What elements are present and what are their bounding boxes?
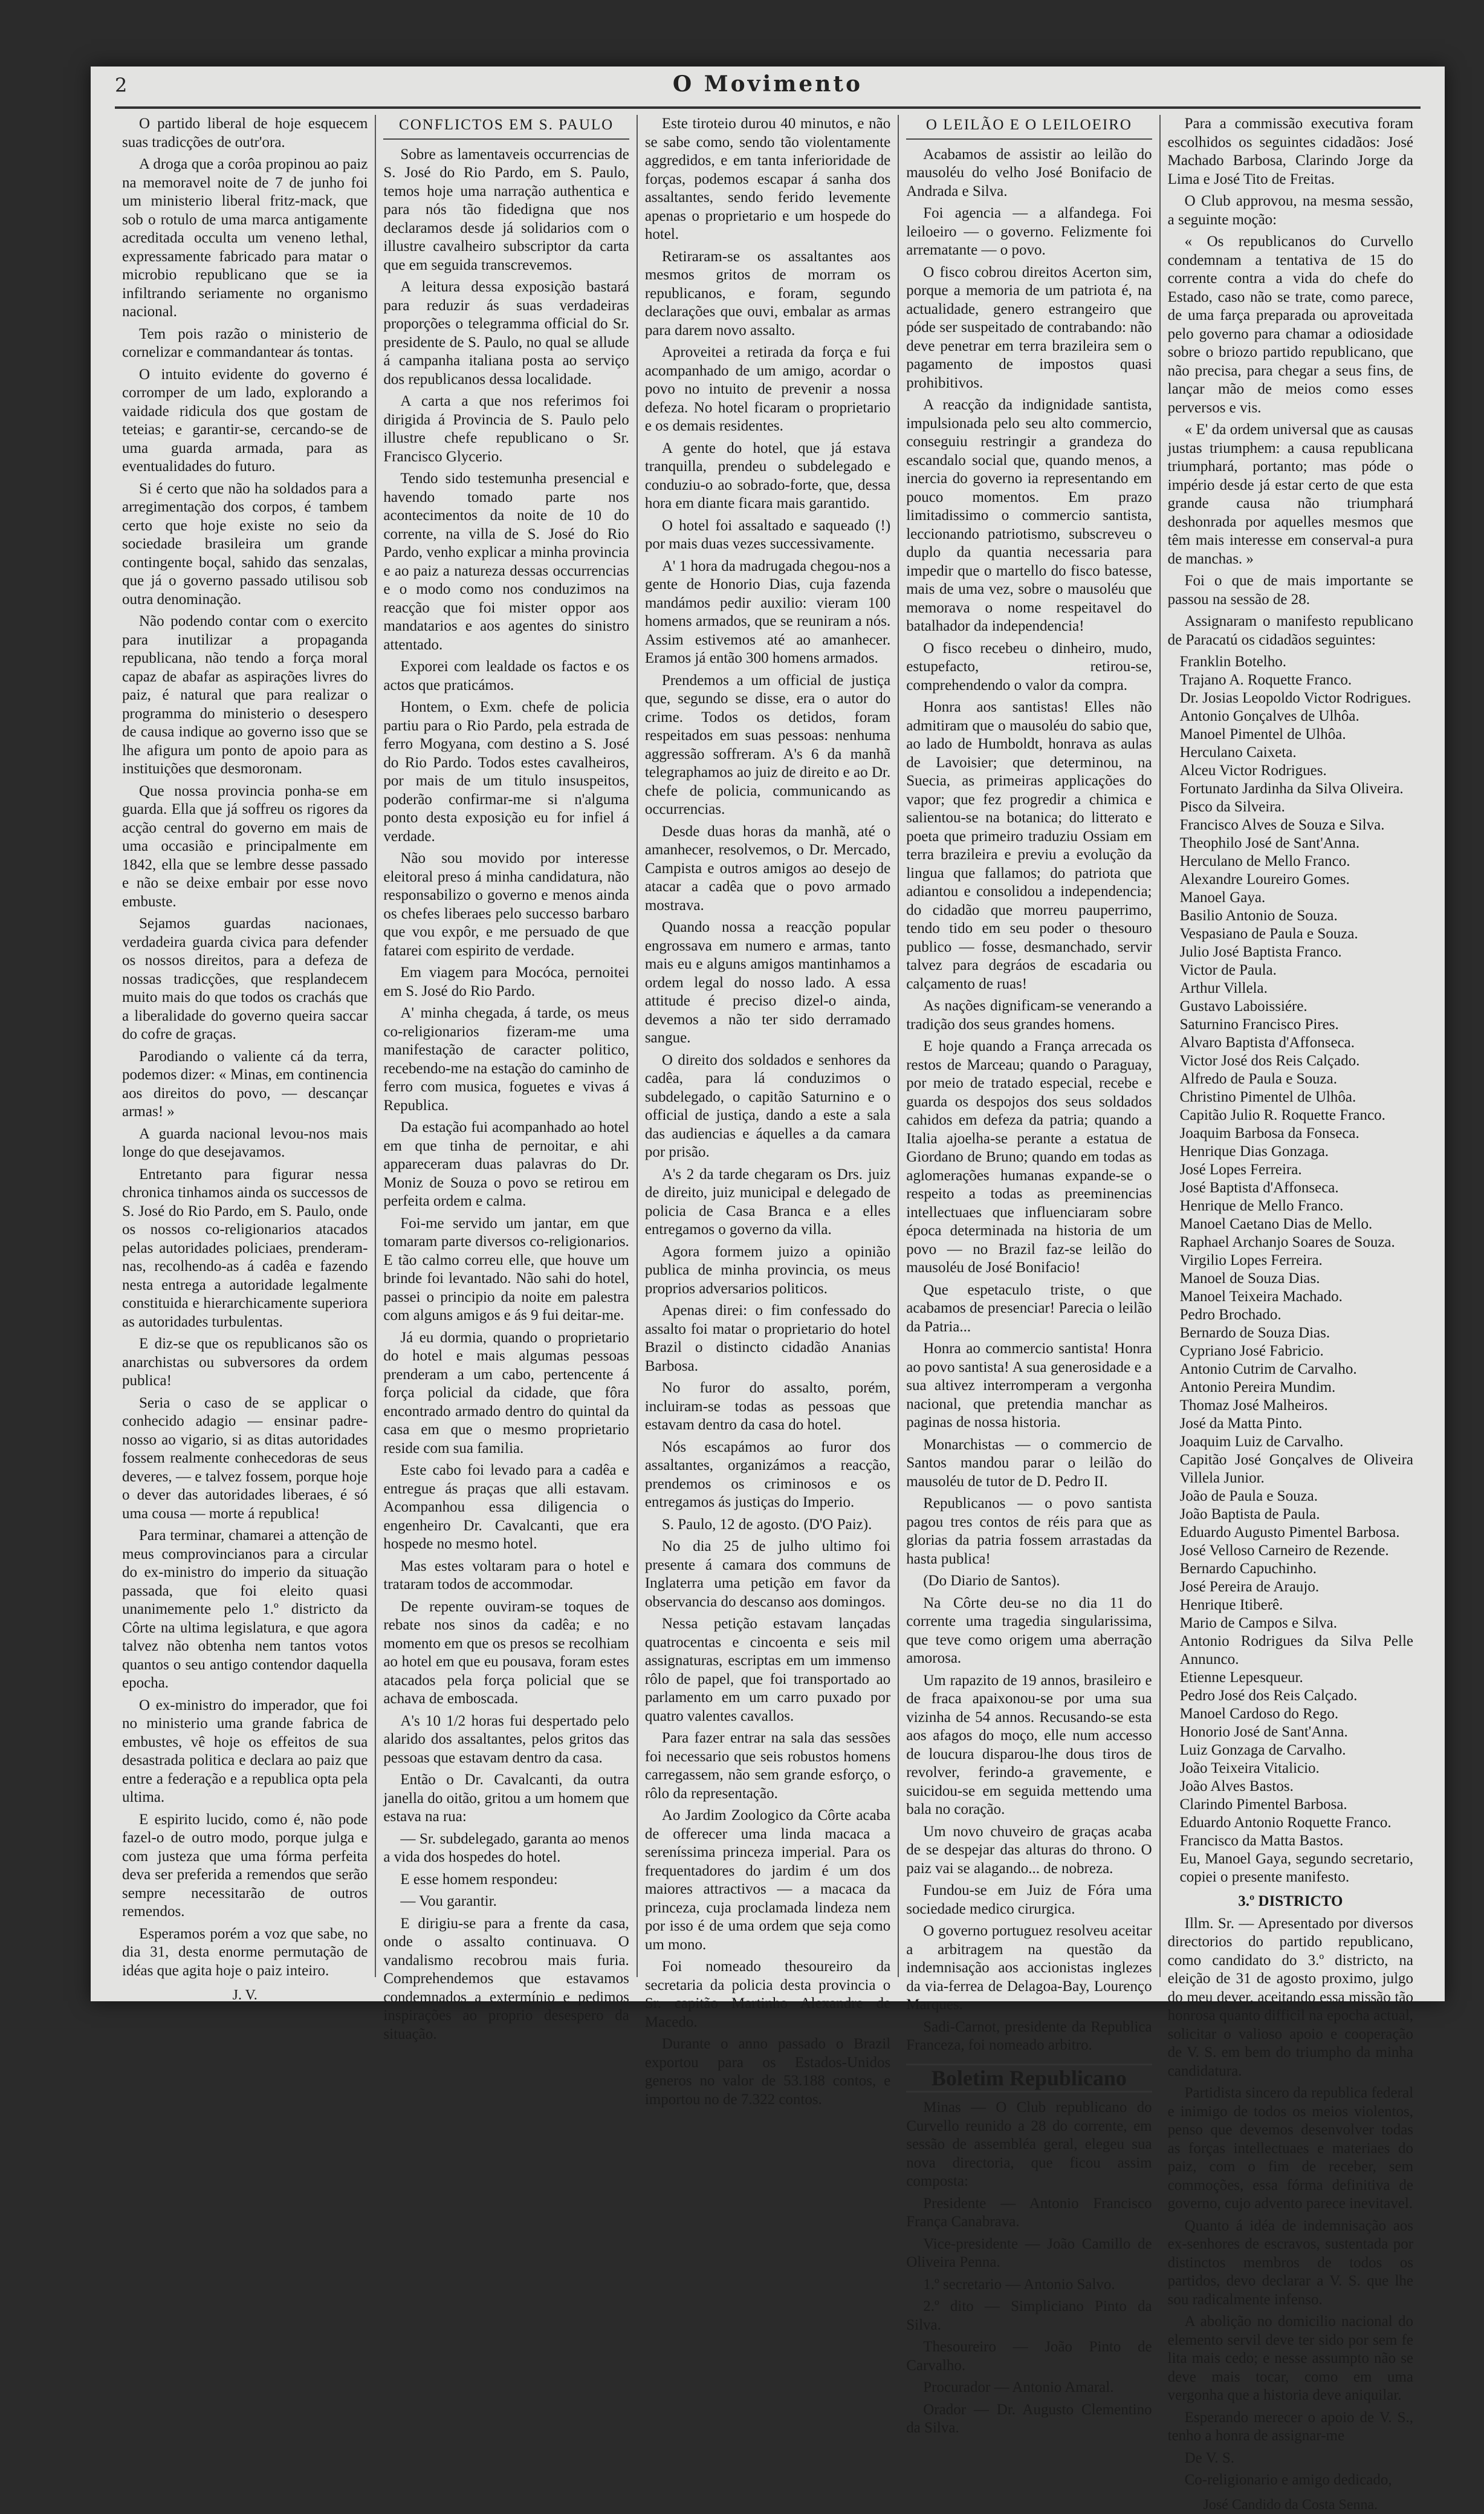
article-paragraph: Da estação fui acompanhado ao hotel em que tinha de pernoitar, e ahi appareceram duas palavras do Dr. Moniz de Souza o povo se retirou em perfeita ordem e calma. [383,1119,629,1211]
article-paragraph: Um novo chuveiro de graças acaba de se despejar das alturas do throno. O paiz vai se alagando... de nobreza. [906,1823,1152,1879]
signatory-name: Henrique Dias Gonzaga. [1180,1143,1413,1161]
article-paragraph: Então o Dr. Cavalcanti, da outra janella do oitão, gritou a um homem que estava na rua: [383,1771,629,1827]
article-paragraph: E diz-se que os republicanos são os anarchistas ou subversores da ordem publica! [122,1335,368,1391]
article-paragraph: Esperamos porém a voz que sabe, no dia 31, desta enorme permutação de idéas que agita hoje o paiz inteiro. [122,1925,368,1981]
article-paragraph: O ex-ministro do imperador, que foi no ministerio uma grande fabrica de embustes, vê hoje os effeitos de sua desastrada politica e declara ao paiz que entre a federação e a republica opta pela ultima. [122,1697,368,1807]
article-paragraph: — Sr. subdelegado, garanta ao menos a vida dos hospedes do hotel. [383,1830,629,1867]
signatory-name: Joaquim Luiz de Carvalho. [1180,1433,1413,1451]
article-paragraph: Tem pois razão o ministerio de cornelizar e commandantear ás tontas. [122,325,368,362]
signatory-name: Christino Pimentel de Ulhôa. [1180,1088,1413,1106]
article-paragraph: O direito dos soldados e senhores da cadêa, para lá conduzimos o subdelegado, o capitão Saturnino e o official de justiça, dando a este a sala das audiencias e áquelles a da camara por prisão. [645,1051,890,1162]
signatory-name: Alfredo de Paula e Souza. [1180,1070,1413,1088]
signatory-name: Basilio Antonio de Souza. [1180,907,1413,925]
article-paragraph: Mas estes voltaram para o hotel e trataram todos de accommodar. [383,1557,629,1594]
article-paragraph: (Do Diario de Santos). [906,1572,1152,1591]
article-paragraph: A gente do hotel, que já estava tranquilla, prendeu o subdelegado e conduziu-o ao sobrado-forte, que, dessa hora em diante ficara mais garantido. [645,440,890,513]
signatory-name: Etienne Lepesqueur. [1180,1669,1413,1687]
signatory-name: Clarindo Pimentel Barbosa. [1180,1796,1413,1814]
article-paragraph: Sejamos guardas nacionaes, verdadeira guarda civica para defender os nossos direitos, para a defeza de nossas tradicções, que resplandecem muito mais do que todos os crachás que a liberalidade do governo queira saccar do cofre de graças. [122,915,368,1044]
article-paragraph: Que espetaculo triste, o que acabamos de presenciar! Parecia o leilão da Patria... [906,1281,1152,1337]
article-paragraph: Quando nossa a reacção popular engrossava em numero e armas, tanto mais eu e alguns amigos mantinhamos a ordem legal do nosso lado. A essa attitude é preciso dizel-o ainda, devemos a não ter sido derramado sangue. [645,918,890,1048]
signatory-name: Henrique de Mello Franco. [1180,1197,1413,1215]
signatory-name: Herculano Caixeta. [1180,744,1413,762]
column-heading: CONFLICTOS EM S. PAULO [383,116,629,140]
signatory-name: Manoel de Souza Dias. [1180,1270,1413,1288]
article-paragraph: Desde duas horas da manhã, até o amanhecer, resolvemos, o Dr. Mercado, Campista e outros amigos ao desejo de atacar a cadêa que o povo armado mostrava. [645,823,890,915]
signatory-list [1180,653,1413,1886]
article-paragraph: Foi nomeado thesoureiro da secretaria da policia desta provincia o Sr. capitão Martinho Alexandre de Macedo. [645,1958,890,2032]
article-paragraph: Aproveitei a retirada da força e fui acompanhado de um amigo, acordar o povo no intuito de prevenir a nossa defeza. No hotel ficaram o proprietario e os demais residentes. [645,343,890,436]
signatory-name: Honorio José de Sant'Anna. [1180,1723,1413,1741]
signatory-name: Pedro José dos Reis Calçado. [1180,1687,1413,1705]
article-paragraph: A guarda nacional levou-nos mais longe do que desejavamos. [122,1125,368,1162]
article-paragraph: Nessa petição estavam lançadas quatrocentas e cincoenta e seis mil assignaturas, escriptas em um immenso rôlo de papel, que foi transportado ao parlamento em um carro puxado por quatro valentes cavallos. [645,1615,890,1726]
section-paragraph: Quanto á idéa de indemnisação aos ex-senhores de escravos, sustentada por distinctos membros de todos os partidos, devo declarar a V. S. que lhe sou radicalmente infenso. [1168,2217,1413,2310]
article-paragraph: Apenas direi: o fim confessado do assalto foi matar o proprietario do hotel Brazil o distincto cidadão Ananias Barbosa. [645,1302,890,1376]
article-paragraph: No dia 25 de julho ultimo foi presente á camara dos communs de Inglaterra uma petição em favor da observancia do descanso aos domingos. [645,1538,890,1611]
article-paragraph: Ao Jardim Zoologico da Côrte acaba de offerecer uma linda macaca a sereníssima princeza imperial. Para os frequentadores do jardim é um dos maiores attractivos — a macaca da princeza, cuja proclamada lindeza nem por isso é de uma ordem que seja como um mono. [645,1807,890,1954]
signatory-name: José Lopes Ferreira. [1180,1161,1413,1179]
article-paragraph: Agora formem juizo a opinião publica de minha provincia, os meus proprios adversarios politicos. [645,1243,890,1299]
article-paragraph: « Os republicanos do Curvello condemnam a tentativa de 15 do corrente contra a vida do chefe do Estado, caso não se trate, como parece, de uma farça preparada ou aproveitada pelo governo para chamar a odiosidade sobre o briozo partido republicano, que não precisa, para chegar a seus fins, de lançar mão de meios como esses perversos e vis. [1168,233,1413,417]
signatory-name: Cypriano José Fabricio. [1180,1342,1413,1360]
signatory-name: Francisco da Matta Bastos. [1180,1832,1413,1850]
article-paragraph: A leitura dessa exposição bastará para reduzir ás suas verdadeiras proporções o telegramma official do Sr. presidente de S. Paulo, no qual se allude á campanha italiana posta ao serviço dos republicanos dessa localidade. [383,278,629,389]
article-paragraph: Honra aos santistas! Elles não admitiram que o mausoléu do sabio que, ao lado de Humboldt, honrava as aulas de Lavoisier; que determinou, na Suecia, as primeiras applicações do vapor; que fez progredir a chimica e salientou-se na botanica; do litterato e poeta que primeiro traduziu Ossiam em terra brazileira e previu a evolução da lingua que fallamos; do patriota que adiantou e consolidou a independencia; do cidadão que morreu pauperrimo, tendo tido em seu poder o thesouro publico — fosse, desmanchado, servir talvez para degráos de escadaria ou calçamento de ruas! [906,698,1152,993]
article-paragraph: Republicanos — o povo santista pagou tres contos de réis para que as glorias da patria fossem arrastadas da hasta publica! [906,1495,1152,1568]
boletim-paragraph: Orador — Dr. Augusto Clementino da Silva. [906,2401,1152,2438]
article-paragraph: A droga que a corôa propinou ao paiz na memoravel noite de 7 de junho foi um ministerio liberal fritz-mack, que sob o rotulo de uma marca antigamente acreditada occulta um veneno lethal, expressamente fabricado para matar o microbio republicano que se ia infiltrando seriamente no organismo nacional. [122,155,368,322]
column-2 [376,115,637,1977]
signatory-name: Alceu Victor Rodrigues. [1180,762,1413,780]
signatory-name: Vespasiano de Paula e Souza. [1180,925,1413,943]
signatory-name: Henrique Itiberê. [1180,1596,1413,1614]
article-paragraph: No furor do assalto, porém, incluiram-se todas as pessoas que estavam dentro da casa do hotel. [645,1379,890,1435]
signatory-name: Herculano de Mello Franco. [1180,853,1413,871]
signatory-name: Pedro Brochado. [1180,1306,1413,1324]
article-paragraph: Retiraram-se os assaltantes aos mesmos gritos de morram os republicanos, e foram, segundo declarações que ouvi, embalar as armas para darem novo assalto. [645,248,890,340]
article-paragraph: O partido liberal de hoje esquecem suas tradicções de outr'ora. [122,115,368,152]
article-paragraph: O fisco cobrou direitos Acerton sim, porque a memoria de um patriota é, na actualidade, genero estrangeiro que póde ser suspeitado de contrabando: não deve penetrar em terra brazileira sem o pagamento de impostos quasi prohibitivos. [906,264,1152,393]
signatory-name: Antonio Cutrim de Carvalho. [1180,1360,1413,1379]
article-paragraph: A' minha chegada, á tarde, os meus co-religionarios fizeram-me uma manifestação de caracter politico, recebendo-me na estação do caminho de ferro com musica, foguetes e vivas á Republica. [383,1004,629,1115]
section-paragraph: Esperando merecer o apoio de V. S., tenho a honra de assignar-me [1168,2409,1413,2446]
article-paragraph: Que nossa provincia ponha-se em guarda. Ella que já soffreu os rigores da acção central do governo em mais de uma occasião e principalmente em 1842, ella que se lembre desse passado e não se deixe embair por esse novo embuste. [122,782,368,912]
signatory-name: João de Paula e Souza. [1180,1487,1413,1505]
signatory-name: João Teixeira Vitalicio. [1180,1759,1413,1778]
article-paragraph: Na Côrte deu-se no dia 11 do corrente uma tragedia singularissima, que teve como origem uma aberração amorosa. [906,1594,1152,1668]
boletim-paragraph: Vice-presidente — João Camillo de Oliveira Penna. [906,2235,1152,2272]
signatory-name: Pisco da Silveira. [1180,798,1413,816]
columns [115,115,1421,1977]
signatory-name: Manoel Teixeira Machado. [1180,1288,1413,1306]
article-paragraph: Sadi-Carnot, presidente da Republica Franceza, foi nomeado arbitro. [906,2018,1152,2055]
column-4 [899,115,1160,1977]
boletim-paragraph: Minas — O Club republicano do Curvello reunido a 28 do corrente, em sessão de assembléa geral, elegeu sua nova directoria, que ficou assim composta: [906,2099,1152,2191]
signatory-name: Victor de Paula. [1180,961,1413,979]
article-paragraph: Si é certo que não ha soldados para a arregimentação dos corpos, é tambem certo que hoje existe no seio da sociedade brasileira um grande contingente boçal, sahido das senzalas, que já o governo passado utilisou sob outra denominação. [122,480,368,609]
article-paragraph: Seria o caso de se applicar o conhecido adagio — ensinar padre-nosso ao vigario, si as ditas autoridades fossem realmente conhecedoras de seus deveres, — e talvez fossem, porque hoje o dever das autoridades liberaes, é só uma cousa — morte á republica! [122,1394,368,1524]
article-paragraph: Um rapazito de 19 annos, brasileiro e de fraca apaixonou-se por uma sua vizinha de 54 annos. Recusando-se esta aos afagos do moço, elle num accesso de loucura disparou-lhe dous tiros de revolver, ferindo-a gravemente, e suicidou-se em seguida mettendo uma bala no coração. [906,1672,1152,1819]
signatory-name: João Baptista de Paula. [1180,1505,1413,1524]
article-paragraph: E hoje quando a França arrecada os restos de Marceau; quando o Paraguay, por meio de tratado especial, recebe e guarda os despojos dos seus soldados cahidos em defeza da patria; quando a Italia ajoelha-se perante a estatua de Giordano de Bruno; quando em todas as aglomerações humanas expande-se o respeito a todas as preeminencias intellectuaes que influenciaram sobre época determinada na historia de um povo — no Brazil faz-se leilão do mausoléu de José Bonifacio! [906,1038,1152,1278]
signatory-name: Manoel Cardoso do Rego. [1180,1705,1413,1723]
signatory-name: Thomaz José Malheiros. [1180,1397,1413,1415]
boletim-paragraph: Procurador — Antonio Amaral. [906,2379,1152,2397]
signatory-name: José Velloso Carneiro de Rezende. [1180,1542,1413,1560]
article-paragraph: A' 1 hora da madrugada chegou-nos a gente de Honorio Dias, cuja fazenda mandámos pedir auxilio: vieram 100 homens armados, que se reuniram a nós. Assim estivemos até ao amanhecer. Eramos já então 300 homens armados. [645,557,890,668]
article-paragraph: Foi-me servido um jantar, em que tomaram parte diversos co-religionarios. E tão calmo correu elle, que houve um brinde foi levantado. Não sahi do hotel, passei o principio da noite em palestra com alguns amigos e ás 9 fui deitar-me. [383,1215,629,1325]
article-paragraph: Exporei com lealdade os factos e os actos que praticámos. [383,658,629,695]
column-1 [115,115,376,1977]
article-paragraph: « E' da ordem universal que as causas justas triumphem: a causa republicana triumphará, portanto; mas póde o império desde já estar certo de que esta grande causa não triumphará deshonrada por aquelles mesmos que têm mais interesse em conserval-a pura de manchas. » [1168,421,1413,568]
page-header [115,67,1421,109]
boletim-paragraph: Presidente — Antonio Francisco França Canabrava. [906,2195,1152,2232]
article-paragraph: Já eu dormia, quando o proprietario do hotel e mais algumas pessoas prenderam a um cabo, pertencente á força policial da cidade, que fôra encontrado armado dentro do quintal da casa em que o mesmo proprietario reside com sua familia. [383,1329,629,1458]
article-paragraph: Para fazer entrar na sala das sessões foi necessario que seis robustos homens carregassem, não sem grande esforço, o rôlo da representação. [645,1729,890,1803]
signatory-name: Julio José Baptista Franco. [1180,943,1413,961]
article-paragraph: E esse homem respondeu: [383,1871,629,1889]
boletim-heading: Boletim Republicano [906,2064,1152,2093]
signatory-name: Arthur Villela. [1180,979,1413,998]
signatory-name: Capitão José Gonçalves de Oliveira Villela Junior. [1180,1451,1413,1487]
article-paragraph: A's 10 1/2 horas fui despertado pelo alarido dos assaltantes, pelos gritos das pessoas que estavam dentro da casa. [383,1712,629,1768]
signatory-name: Fortunato Jardinha da Silva Oliveira. [1180,780,1413,798]
signatory-name: José Pereira de Araujo. [1180,1578,1413,1596]
signatory-name: Manoel Gaya. [1180,889,1413,907]
article-paragraph: E dirigiu-se para a frente da casa, onde o assalto continuava. O vandalismo recobrou mais furia. Comprehendemos que estavamos condemnados a extermínio e pedimos inspirações ao proprio desespero da situação. [383,1915,629,2044]
signatory-name: Eduardo Augusto Pimentel Barbosa. [1180,1524,1413,1542]
signatory-name: Gustavo Laboissiére. [1180,998,1413,1016]
signatory-name: Luiz Gonzaga de Carvalho. [1180,1741,1413,1759]
section-heading: 3.º DISTRICTO [1168,1892,1413,1911]
column-3 [638,115,899,1977]
article-paragraph: — Vou garantir. [383,1892,629,1911]
article-paragraph: Parodiando o valiente cá da terra, podemos dizer: « Minas, em continencia aos direitos do povo, — descançar armas! » [122,1048,368,1122]
signatory-name: Mario de Campos e Silva. [1180,1614,1413,1632]
article-paragraph: Hontem, o Exm. chefe de policia partiu para o Rio Pardo, pela estrada de ferro Mogyana, com destino a S. José do Rio Pardo. Todos estes cavalheiros, por mais de um titulo insuspeitos, poderão confirmar-me si n'alguma ponto desta exposição eu for infiel á verdade. [383,698,629,846]
signatory-name: Capitão Julio R. Roquette Franco. [1180,1106,1413,1125]
article-paragraph: Não sou movido por interesse eleitoral preso á minha candidatura, não responsabilizo o governo e menos ainda os chefes liberaes pelo successo barbaro que vou expôr, e me persuado de que fatarei com espirito de verdade. [383,849,629,960]
boletim-paragraph: Thesoureiro — João Pinto de Carvalho. [906,2338,1152,2375]
article-paragraph: Prendemos a um official de justiça que, segundo se disse, era o autor do crime. Todos os detidos, foram respeitados em suas pessoas: nenhuma aggressão soffreram. A's 6 da manhã telegraphamos ao juiz de direito e ao Dr. chefe de policia, communicando as occurrencias. [645,672,890,819]
article-paragraph: Para terminar, chamarei a attenção de meus comprovincianos para a circular do ex-ministro do imperio da situação passada, que foi eleito quasi unanimemente pelo 1.º districto da Côrte na ultima legislatura, e que agora talvez não obtenha nem tantos votos quantos o seu antigo contendor daquella epocha. [122,1527,368,1693]
article-paragraph: Este tiroteio durou 40 minutos, e não se sabe como, sendo tão violentamente aggredidos, e em tanta inferioridade de forças, podemos escapar á sanha dos assaltantes, sendo ferido levemente apenas o proprietario e um hospede do hotel. [645,115,890,244]
signatory-name: Eu, Manoel Gaya, segundo secretario, copiei o presente manifesto. [1180,1850,1413,1886]
signatory-name: Dr. Josias Leopoldo Victor Rodrigues. [1180,689,1413,707]
column-5 [1161,115,1421,1977]
article-paragraph: Acabamos de assistir ao leilão do mausoléu do velho José Bonifacio de Andrada e Silva. [906,146,1152,201]
signatory-name: Raphael Archanjo Soares de Souza. [1180,1233,1413,1252]
article-paragraph: O governo portuguez resolveu aceitar a arbitragem na questão da indemnisação aos accionistas inglezes da via-ferrea de Delagoa-Bay, Lourenço Marques. [906,1922,1152,2015]
header-rule [115,106,1421,109]
boletim-paragraph: 1.º secretario — Antonio Salvo. [906,2276,1152,2295]
article-paragraph: Sobre as lamentaveis occurrencias de S. José do Rio Pardo, em S. Paulo, temos hoje uma narração authentica e para nós tão fidedigna que nos declaramos desde já solidarios com o illustre cavalheiro subscriptor da carta que em seguida transcrevemos. [383,146,629,275]
section-signature: José Candido da Costa Senna. [1168,2496,1413,2514]
article-paragraph: Este cabo foi levado para a cadêa e entregue ás praças que alli estavam. Acompanhou essa diligencia o engenheiro Dr. Cavalcanti, que era hospede no mesmo hotel. [383,1461,629,1554]
signatory-name: José Baptista d'Affonseca. [1180,1179,1413,1197]
boletim-paragraph: 2.º dito — Simpliciano Pinto da Silva. [906,2298,1152,2334]
page-number: 2 [115,74,127,97]
article-paragraph: As nações dignificam-se venerando a tradição dos seus grandes homens. [906,997,1152,1034]
article-paragraph: O intuito evidente do governo é corromper de um lado, explorando a vaidade ridicula dos que gostam de teteias; e garantir-se, cercando-se de uma guarda armada, para as eventualidades do futuro. [122,366,368,476]
signatory-name: Manoel Pimentel de Ulhôa. [1180,726,1413,744]
article-paragraph: Honra ao commercio santista! Honra ao povo santista! A sua generosidade e a sua altivez interromperam a vergonha nacional, que pretendia manchar as paginas de nossa historia. [906,1340,1152,1432]
article-paragraph: O hotel foi assaltado e saqueado (!) por mais duas vezes successivamente. [645,517,890,554]
article-paragraph: A carta a que nos referimos foi dirigida á Provincia de S. Paulo pelo illustre chefe republicano o Sr. Francisco Glycerio. [383,392,629,466]
signatory-name: Bernardo de Souza Dias. [1180,1324,1413,1342]
section-paragraph: De V. S. [1168,2449,1413,2468]
article-paragraph: Fundou-se em Juiz de Fóra uma sociedade medico cirurgica. [906,1882,1152,1918]
article-paragraph: Não podendo contar com o exercito para inutilizar a propaganda republicana, não tendo a força moral capaz de abafar as aspirações livres do paiz, é natural que para realizar o programma do ministerio o desespero de causa indique ao governo isso que se lhe afigura um ponto de apoio para as instituições que desmoronam. [122,612,368,779]
signatory-name: Francisco Alves de Souza e Silva. [1180,816,1413,834]
article-paragraph: E espirito lucido, como é, não pode fazel-o de outro modo, porque julga e com justeza que uma fórma perfeita deva ser preferida a remendos que serão sempre necessitarão de outros remendos. [122,1811,368,1921]
signatory-name: José da Matta Pinto. [1180,1415,1413,1433]
signatory-name: Alvaro Baptista d'Affonseca. [1180,1034,1413,1052]
masthead: O Movimento [115,71,1421,97]
article-signature: J. V. [122,1986,368,2005]
article-paragraph: Foi agencia — a alfandega. Foi leiloeiro — o governo. Felizmente foi arrematante — o povo. [906,204,1152,260]
signatory-name: João Alves Bastos. [1180,1778,1413,1796]
newspaper-page [91,67,1445,2001]
signatory-name: Manoel Caetano Dias de Mello. [1180,1215,1413,1233]
article-paragraph: De repente ouviram-se toques de rebate nos sinos da cadêa; e no momento em que os presos se recolhiam ao hotel em que eu pousava, foram estes atacados pela força policial que se achava de emboscada. [383,1598,629,1709]
signatory-name: Victor José dos Reis Calçado. [1180,1052,1413,1070]
article-paragraph: Entretanto para figurar nessa chronica tinhamos ainda os successos de S. José do Rio Pardo, em S. Paulo, onde os nossos co-religionarios atacados pelas autoridades policiaes, prenderam-nas, recolhendo-as á cadêa e fazendo nesta entrega a autoridade legalmente constituida e hierarchicamente superiora as autoridades turbulentas. [122,1166,368,1332]
article-paragraph: Foi o que de mais importante se passou na sessão de 28. [1168,572,1413,609]
section-paragraph: A abolição no domicilio nacional do elemento servil deve ter sido por sem fe lita mais cedo; e nesse assumpto não se deve mais tocar, como em uma vergonha que a historia deve aniquilar. [1168,2313,1413,2405]
signatory-name: Joaquim Barbosa da Fonseca. [1180,1125,1413,1143]
signatory-name: Alexandre Loureiro Gomes. [1180,871,1413,889]
article-paragraph: Tendo sido testemunha presencial e havendo tomado parte nos acontecimentos da noite de 10 do corrente, na villa de S. José do Rio Pardo, venho explicar a minha provincia e ao paiz a natureza dessas occurrencias e o modo como nos conduzimos na reacção que foi mister oppor aos mandatarios e aos agentes do sinistro attentado. [383,470,629,654]
section-paragraph: Co-religionario e amigo dedicado, [1168,2471,1413,2490]
article-paragraph: A's 2 da tarde chegaram os Drs. juiz de direito, juiz municipal e delegado de policia de Casa Branca e a elles entregamos o governo da villa. [645,1166,890,1239]
signatory-name: Antonio Gonçalves de Ulhôa. [1180,707,1413,726]
article-paragraph: O Club approvou, na mesma sessão, a seguinte moção: [1168,192,1413,229]
article-paragraph: Monarchistas — o commercio de Santos mandou parar o leilão do mausoléu de tutor de D. Pedro II. [906,1436,1152,1492]
signatory-name: Saturnino Francisco Pires. [1180,1016,1413,1034]
article-paragraph: Durante o anno passado o Brazil exportou para os Estados-Unidos generos no valor de 53.188 contos, e importou no de 7.322 contos. [645,2035,890,2109]
signatory-name: Eduardo Antonio Roquette Franco. [1180,1814,1413,1832]
article-paragraph: O fisco recebeu o dinheiro, mudo, estupefacto, retirou-se, comprehendendo o valor da compra. [906,640,1152,695]
article-paragraph: Para a commissão executiva foram escolhidos os seguintes cidadãos: José Machado Barbosa, Clarindo Jorge da Lima e José Tito de Freitas. [1168,115,1413,189]
signatory-name: Trajano A. Roquette Franco. [1180,671,1413,689]
article-paragraph: A reacção da indignidade santista, impulsionada pelo seu alto commercio, conseguiu restringir a grandeza do escandalo social que, quando menos, a inercia do governo ia representando em pouco momentos. Em prazo limitadissimo o commercio santista, leccionando patriotismo, subscreveu o duplo da quantia necessaria para impedir que o martello do fisco batesse, mais de uma vez, sobre o mausoléu que memorava o nome respeitavel do batalhador da independencia! [906,396,1152,636]
signatory-name: Bernardo Capuchinho. [1180,1560,1413,1578]
article-paragraph: Assignaram o manifesto republicano de Paracatú os cidadãos seguintes: [1168,612,1413,649]
signatory-name: Theophilo José de Sant'Anna. [1180,834,1413,853]
signatory-name: Antonio Pereira Mundim. [1180,1379,1413,1397]
column-heading: O LEILÃO E O LEILOEIRO [906,116,1152,140]
signatory-name: Franklin Botelho. [1180,653,1413,671]
signatory-name: Antonio Rodrigues da Silva Pelle Annunco. [1180,1632,1413,1669]
section-paragraph: Partidista sincero da republica federal e inimigo de todos os meios violentos, penso que devemos desenvolver todas as forças intellectuaes e materiaes do paiz, com o fim de receber, sem commoções, essa fórma definitiva de governo, cujo advento parece inevitavel. [1168,2084,1413,2214]
article-paragraph: Nós escapámos ao furor dos assaltantes, organizámos a reacção, prendemos os criminosos e os entregamos ás justiças do Imperio. [645,1438,890,1512]
signatory-name: Virgilio Lopes Ferreira. [1180,1252,1413,1270]
article-paragraph: Em viagem para Mocóca, pernoitei em S. José do Rio Pardo. [383,964,629,1001]
article-paragraph: S. Paulo, 12 de agosto. (D'O Paiz). [645,1516,890,1535]
section-paragraph: Illm. Sr. — Apresentado por diversos directorios do partido republicano, como candidato do 3.º districto, na eleição de 31 de agosto proximo, julgo do meu dever, aceitando essa missão tão honrosa quanto difficil na epocha actual, solicitar o valioso apoio e cooperação de V. S. em bem do triumpho da minha candidatura. [1168,1915,1413,2081]
